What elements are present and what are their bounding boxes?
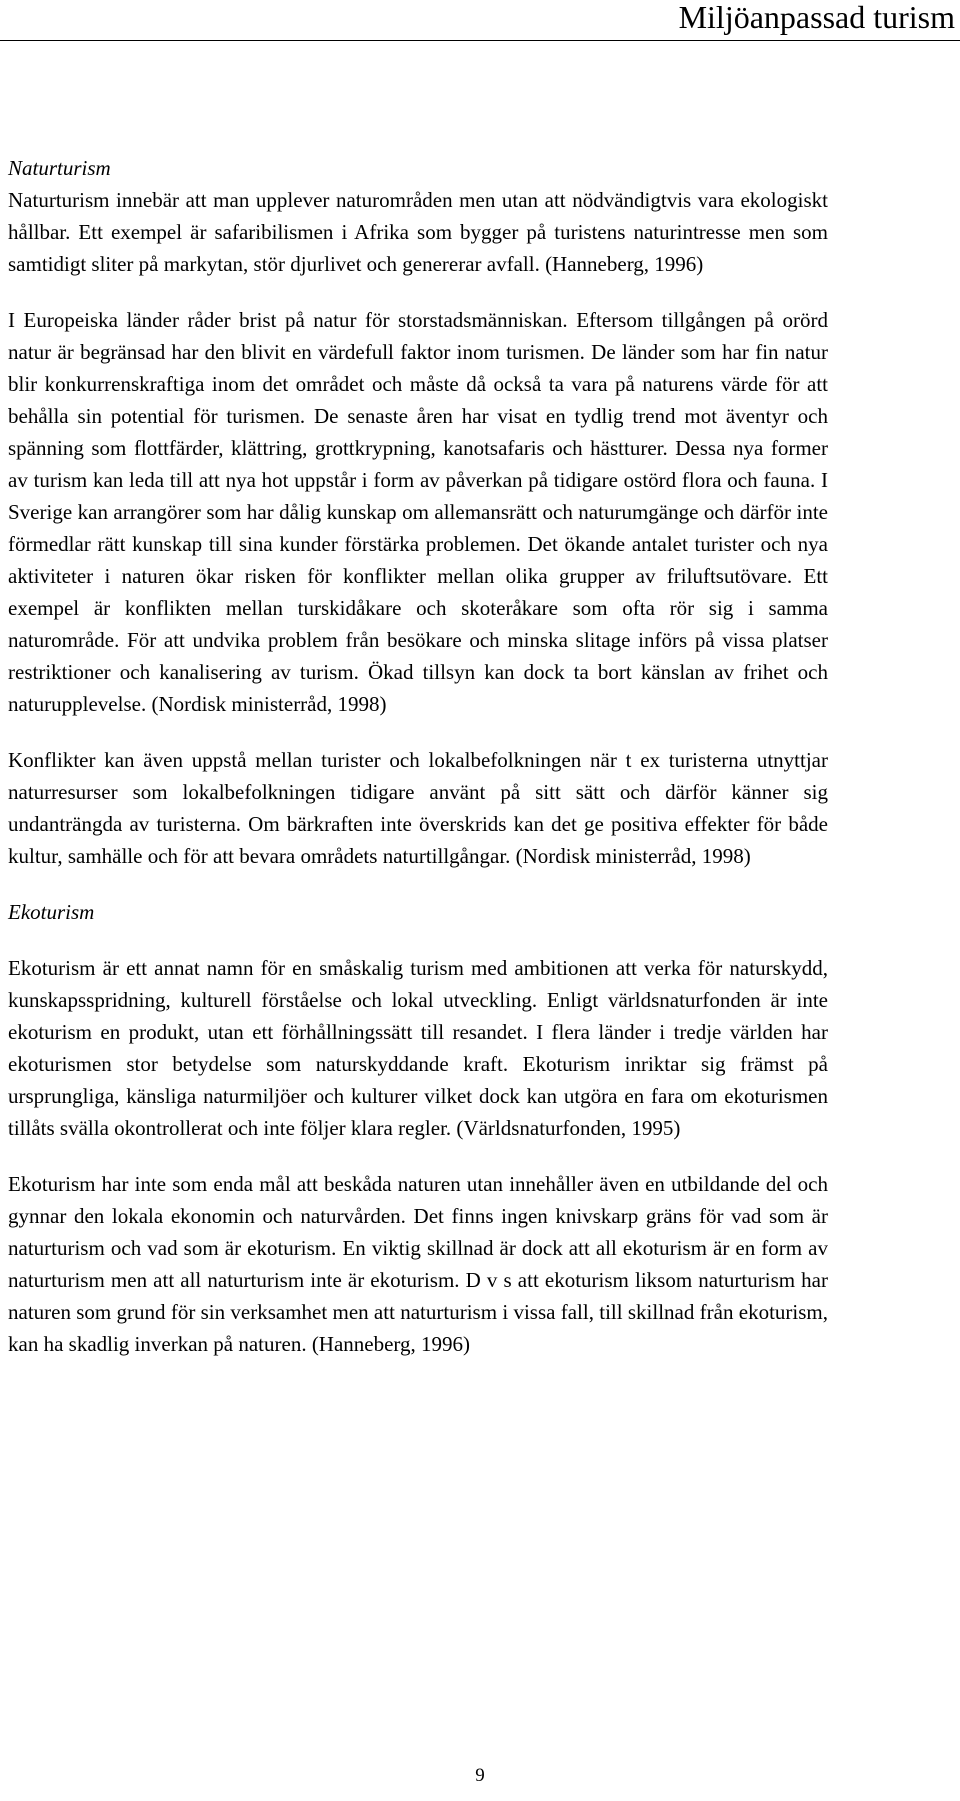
header-title: Miljöanpassad turism (678, 0, 955, 35)
paragraph: Ekoturism har inte som enda mål att beskåda naturen utan innehåller även en utbildande del och gynnar den lokala ekonomin och naturvården. Det finns ingen knivskarp gräns för vad som är naturturism och vad som är ekoturism. En viktig skillnad är dock att all ekoturism är en form av naturturism men att all naturturism inte är ekoturism. D v s att ekoturism liksom naturturism har naturen som grund för sin verksamhet men att naturturism i vissa fall, till skillnad från ekoturism, kan ha skadlig inverkan på naturen. (Hanneberg, 1996) (8, 1172, 828, 1356)
page-number: 9 (475, 1765, 485, 1786)
section-ekoturism (8, 896, 828, 1360)
section-title: Ekoturism (8, 900, 95, 924)
paragraph: Naturturism innebär att man upplever naturområden men utan att nödvändigtvis vara ekologiskt hållbar. Ett exempel är safaribilismen i Afrika som bygger på turistens naturintresse men som samtidigt sliter på markytan, stör djurlivet och genererar avfall. (Hanneberg, 1996) (8, 188, 828, 276)
paragraph: Konflikter kan även uppstå mellan turister och lokalbefolkningen när t ex turisterna utnyttjar naturresurser som lokalbefolkningen tidigare använt på sitt sätt och därför känner sig undanträngda av turisterna. Om bärkraften inte överskrids kan det ge positiva effekter för både kultur, samhälle och för att bevara områdets naturtillgångar. (Nordisk ministerråd, 1998) (8, 748, 828, 868)
paragraph: Ekoturism är ett annat namn för en småskalig turism med ambitionen att verka för naturskydd, kunskapsspridning, kulturell förståelse och lokal utveckling. Enligt världsnaturfonden är inte ekoturism en produkt, utan ett förhållningssätt till resandet. I flera länder i tredje världen har ekoturismen stor betydelse som naturskyddande kraft. Ekoturism inriktar sig främst på ursprungliga, känsliga naturmiljöer och kulturer vilket dock kan utgöra en fara om ekoturismen tillåts svälla okontrollerat och inte följer klara regler. (Världsnaturfonden, 1995) (8, 956, 828, 1140)
section-naturturism (8, 152, 828, 872)
running-header (0, 0, 960, 41)
paragraph: I Europeiska länder råder brist på natur för storstadsmänniskan. Eftersom tillgången på orörd natur är begränsad har den blivit en värdefull faktor inom turismen. De länder som har fin natur blir konkurrenskraftiga inom det området och måste då också ta vara på naturens värde för att behålla sin potential för turismen. De senaste åren har visat en tydlig trend mot äventyr och spänning som flottfärder, klättring, grottkrypning, kanotsafaris och hästturer. Dessa nya former av turism kan leda till att nya hot uppstår i form av påverkan på tidigare ostörd flora och fauna. I Sverige kan arrangörer som har dålig kunskap om allemansrätt och naturumgänge och därför inte förmedlar rätt kunskap till sina kunder förstärka problemen. Det ökande antalet turister och nya aktiviteter i naturen ökar risken för konflikter mellan olika grupper av friluftsutövare. Ett exempel är konflikten mellan turskidåkare och skoteråkare som ofta rör sig i samma naturområde. För att undvika problem från besökare och minska slitage införs på vissa platser restriktioner och kanalisering av turism. Ökad tillsyn kan dock ta bort känslan av frihet och naturupplevelse. (Nordisk ministerråd, 1998) (8, 308, 828, 716)
document-body (8, 152, 828, 1360)
section-title: Naturturism (8, 156, 111, 180)
